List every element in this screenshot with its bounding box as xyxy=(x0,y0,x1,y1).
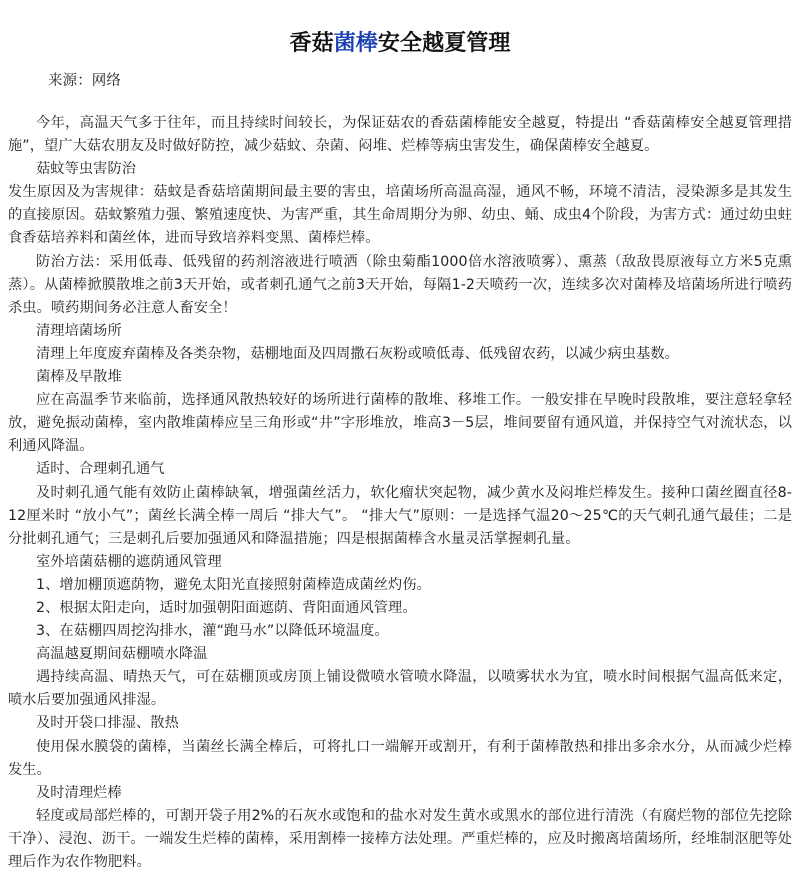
section-paragraph: 遇持续高温、晴热天气，可在菇棚顶或房顶上铺设微喷水管喷水降温，以喷雾状水为宜，喷水时间根据气温高低来定，喷水后要加强通风排湿。 xyxy=(8,669,792,709)
title-prefix: 香菇 xyxy=(289,30,334,56)
list-item: 2、根据太阳走向，适时加强朝阳面遮荫、背阳面通风管理。 xyxy=(36,599,417,616)
section-paragraph: 防治方法：采用低毒、低残留的药剂溶液进行喷洒（除虫菊酯1000倍水溶液喷雾）、熏蒸（敌敌畏原液每立方米5克熏蒸）。从菌棒掀膜散堆之前3天开始，或者刺孔通气之前3天开始，每隔1-2天喷药一次，连续多次对菌棒及培菌场所进行喷药杀虫。喷药期间务必注意人畜安全！ xyxy=(8,253,792,316)
section-heading: 适时、合理刺孔通气 xyxy=(36,461,165,478)
title-suffix: 安全越夏管理 xyxy=(377,30,511,56)
section-paragraph: 发生原因及为害规律：菇蚊是香菇培菌期间最主要的害虫，培菌场所高温高湿，通风不畅，环境不清洁，浸染源多是其发生的直接原因。菇蚊繁殖力强、繁殖速度快、为害严重，其生命周期分为卵、幼虫、蛹、成虫4个阶段，为害方式：通过幼虫蛀食香菇培养料和菌丝体，进而导致培养料变黑、菌棒烂棒。 xyxy=(8,184,792,247)
section-heading: 及时清理烂棒 xyxy=(36,784,122,801)
section-heading: 室外培菌菇棚的遮荫通风管理 xyxy=(36,553,222,570)
section-paragraph: 及时刺孔通气能有效防止菌棒缺氧，增强菌丝活力，软化瘤状突起物，减少黄水及闷堆烂棒发生。接种口菌丝圈直径8-12厘米时 “放小气”；菌丝长满全棒一周后 “排大气”。 “排大气”原则：一是选择气温20～25℃的天气刺孔通气最佳；二是分批刺孔通气；三是刺孔后要加强通风和降温措施；四是根据菌棒含水量灵活掌握刺孔量。 xyxy=(8,484,792,547)
section-paragraph: 使用保水膜袋的菌棒，当菌丝长满全棒后，可将扎口一端解开或割开，有利于菌棒散热和排出多余水分，从而减少烂棒发生。 xyxy=(8,738,792,778)
section-heading: 高温越夏期间菇棚喷水降温 xyxy=(36,646,208,663)
list-item: 1、增加棚顶遮荫物，避免太阳光直接照射菌棒造成菌丝灼伤。 xyxy=(36,576,431,593)
section-paragraph: 轻度或局部烂棒的，可割开袋子用2%的石灰水或饱和的盐水对发生黄水或黑水的部位进行清洗（有腐烂物的部位先挖除干净）、浸泡、沥干。一端发生烂棒的菌棒，采用割棒一接棒方法处理。严重烂棒的，应及时搬离培菌场所，经堆制沤肥等处理后作为农作物肥料。 xyxy=(8,807,792,870)
article-title xyxy=(8,28,792,58)
section-heading: 清理培菌场所 xyxy=(36,322,122,339)
section-heading: 菌棒及早散堆 xyxy=(36,369,122,386)
article-source: 来源：网络 xyxy=(48,73,121,89)
section-heading: 菇蚊等虫害防治 xyxy=(36,161,137,178)
title-highlight: 菌棒 xyxy=(333,30,378,56)
section-heading: 及时开袋口排湿、散热 xyxy=(36,715,179,732)
list-item: 3、在菇棚四周挖沟排水，灌“跑马水”以降低环境温度。 xyxy=(36,623,389,640)
intro-paragraph: 今年，高温天气多于往年，而且持续时间较长，为保证菇农的香菇菌棒能安全越夏，特提出 “香菇菌棒安全越夏管理措施”，望广大菇农朋友及时做好防控，减少菇蚊、杂菌、闷堆、烂棒等病虫害发生，确保菌棒安全越夏。 xyxy=(8,115,792,155)
section-paragraph: 清理上年度废弃菌棒及各类杂物，菇棚地面及四周撒石灰粉或喷低毒、低残留农药，以减少病虫基数。 xyxy=(36,345,679,362)
section-paragraph: 应在高温季节来临前，选择通风散热较好的场所进行菌棒的散堆、移堆工作。一般安排在早晚时段散堆，要注意轻拿轻放，避免振动菌棒，室内散堆菌棒应呈三角形或“井”字形堆放，堆高3－5层，堆间要留有通风道，并保持空气对流状态，以利通风降温。 xyxy=(8,392,792,455)
